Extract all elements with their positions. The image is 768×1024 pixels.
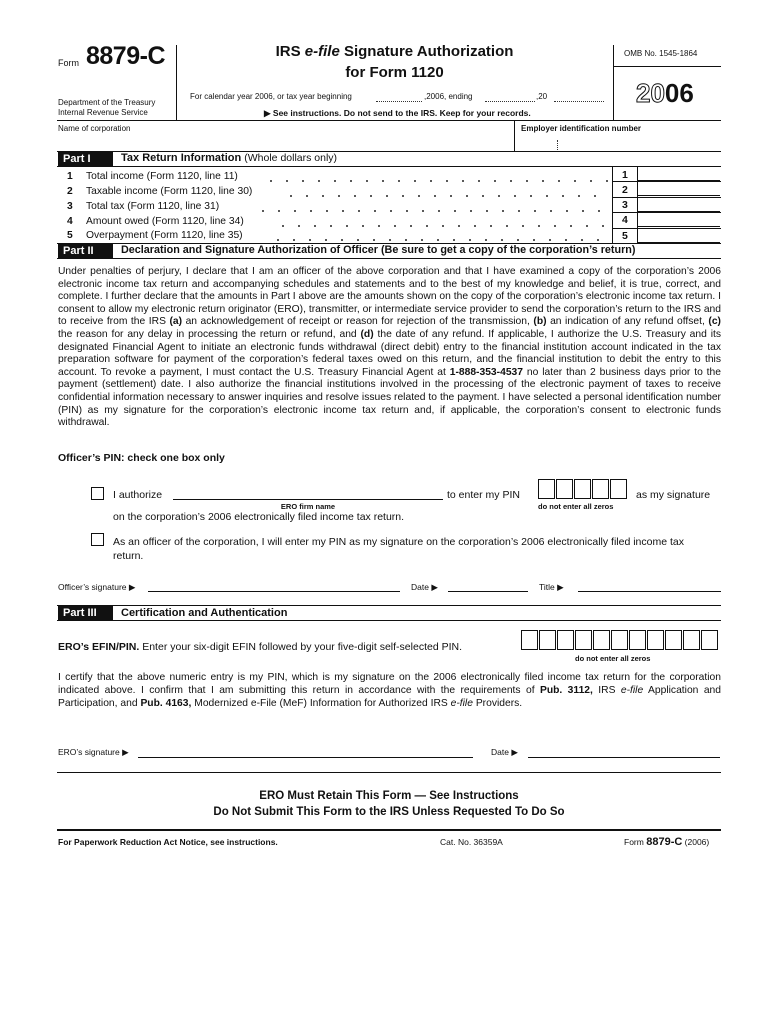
catalog-number: Cat. No. 36359A — [440, 837, 503, 847]
efin-pin-instruction: ERO’s EFIN/PIN. Enter your six-digit EFIN followed by your five-digit self-selected PIN. — [58, 641, 463, 653]
ero-signature-label: ERO’s signature ▶ — [58, 747, 129, 757]
line-number: 3 — [67, 201, 73, 212]
officer-title-field[interactable] — [578, 591, 721, 592]
dept-line1: Department of the Treasury — [58, 98, 156, 107]
line-number: 5 — [67, 230, 73, 241]
efin-digit-box[interactable] — [557, 630, 574, 650]
line-text: Overpayment (Form 1120, line 35) — [86, 230, 243, 241]
declaration-paragraph: Under penalties of perjury, I declare that I am an officer of the above corporation and that I have examined a copy of the corporation’s 2006 electronic income tax return and accompanying schedules and statements and to the best of my knowledge and belief, it is true, correct, and complete. I further declare that the amounts in Part I above are the amounts shown on the copy of the corporation’s electronic income tax return. I consent to allow my electronic return originator (ERO), transmitter, or intermediate service provider to send the corporation’s return to the IRS and to receive from the IRS (a) an acknowledgement of receipt or reason for rejection of the transmission, (b) an indication of any refund offset, (c) the reason for any delay in processing the return or refund, and (d) the date of any refund. If applicable, I authorize the U.S. Treasury and its designated Financial Agent to initiate an electronic funds withdrawal (direct debit) entry to the financial institution account indicated in the tax preparation software for payment of the corporation’s federal taxes owed on this return, and the financial institution to debit the entry to this account. To revoke a payment, I must contact the U.S. Treasury Financial Agent at 1-888-353-4537 no later than 2 business days prior to the payment (settlement) date. I also authorize the financial institutions involved in the processing of the electronic payment of taxes to receive confidential information necessary to answer inquiries and resolve issues related to the payment. I have selected a personal identification number (PIN) as my signature for the corporation’s electronic income tax return and, if applicable, the corporation’s consent to electronic funds withdrawal. — [58, 266, 721, 429]
line-text: Taxable income (Form 1120, line 30) — [86, 186, 253, 197]
pin-digit-box[interactable] — [647, 630, 664, 650]
calendar-mid: ,2006, ending — [424, 92, 473, 101]
line-box-number: 5 — [622, 230, 628, 242]
line-box-number: 2 — [622, 184, 628, 196]
ein-label: Employer identification number — [521, 124, 642, 133]
ero-signature-field[interactable] — [138, 757, 473, 758]
line-box-number: 4 — [622, 214, 628, 226]
pin-digit-box[interactable] — [683, 630, 700, 650]
ero-firm-name-caption: ERO firm name — [280, 502, 336, 511]
part2-title: Declaration and Signature Authorization of Officer (Be sure to get a copy of the corporation’s return) — [121, 244, 636, 256]
line-number: 2 — [67, 186, 73, 197]
tax-year-end-year-field[interactable] — [554, 100, 604, 102]
name-label: Name of corporation — [58, 124, 131, 133]
ein-field[interactable] — [518, 134, 718, 150]
efin-digit-box[interactable] — [593, 630, 610, 650]
form-number: 8879-C — [86, 42, 165, 70]
pin-digit-box[interactable] — [592, 479, 609, 499]
efin-digit-box[interactable] — [539, 630, 556, 650]
officer-date-label: Date ▶ — [411, 582, 438, 592]
option1-text-a: I authorize — [113, 489, 163, 501]
paperwork-notice: For Paperwork Reduction Act Notice, see instructions. — [58, 837, 278, 847]
footer-form-id: Form 8879-C (2006) — [624, 836, 710, 848]
efin-digit-box[interactable] — [611, 630, 628, 650]
line-number: 1 — [67, 171, 73, 182]
part1-title: Tax Return Information (Whole dollars only) — [121, 152, 338, 164]
ero-firm-name-field[interactable] — [173, 499, 443, 500]
form-title-line2: for Form 1120 — [345, 64, 444, 81]
option1-text-c: as my signature — [636, 489, 711, 501]
line-box-number: 1 — [622, 169, 628, 181]
header-instructions: ▶ See instructions. Do not send to the IRS. Keep for your records. — [264, 108, 531, 118]
efin-digit-box[interactable] — [521, 630, 538, 650]
ero-date-label: Date ▶ — [491, 747, 518, 757]
pin-digit-box[interactable] — [538, 479, 555, 499]
pin-digit-box[interactable] — [610, 479, 627, 499]
officer-enter-pin-checkbox[interactable] — [91, 533, 104, 546]
tax-year-begin-field[interactable] — [376, 100, 422, 102]
total-tax-field[interactable] — [637, 198, 720, 212]
amount-owed-field[interactable] — [637, 213, 720, 227]
officer-pin-heading: Officer’s PIN: check one box only — [58, 452, 225, 464]
pin-digit-box[interactable] — [701, 630, 718, 650]
tax-year: 2006 — [636, 78, 694, 108]
taxable-income-field[interactable] — [637, 182, 720, 196]
part1-label: Part I — [58, 152, 113, 166]
line-text: Amount owed (Form 1120, line 34) — [86, 216, 244, 227]
do-not-submit-notice: Do Not Submit This Form to the IRS Unless Requested To Do So — [213, 806, 565, 818]
pin-digit-box[interactable] — [574, 479, 591, 499]
overpayment-field[interactable] — [637, 229, 720, 243]
dept-line2: Internal Revenue Service — [58, 108, 148, 117]
part3-label: Part III — [58, 606, 113, 620]
officer-signature-label: Officer’s signature ▶ — [58, 582, 136, 592]
officer-signature-field[interactable] — [148, 591, 400, 592]
tax-year-end-field[interactable] — [485, 100, 535, 102]
pin-digit-box[interactable] — [629, 630, 646, 650]
calendar-text: For calendar year 2006, or tax year beginning — [190, 92, 352, 101]
pin-digit-box[interactable] — [665, 630, 682, 650]
authorize-ero-checkbox[interactable] — [91, 487, 104, 500]
option1-text-b: to enter my PIN — [447, 489, 520, 501]
certification-paragraph: I certify that the above numeric entry is my PIN, which is my signature on the 2006 electronically filed income tax return for the corporation indicated above. I confirm that I am submitting this return in accordance with the requirements of Pub. 3112, IRS e-file Application and Participation, and Pub. 4163, Modernized e-File (MeF) Information for Authorized IRS e-file Providers. — [58, 672, 721, 709]
officer-pin-caption: do not enter all zeros — [538, 502, 614, 511]
line-text: Total tax (Form 1120, line 31) — [86, 201, 220, 212]
calendar-end: ,20 — [536, 92, 548, 101]
form-title: IRS e-file Signature Authorization — [275, 43, 514, 60]
line-text: Total income (Form 1120, line 11) — [86, 171, 238, 182]
option1-line2: on the corporation’s 2006 electronically filed income tax return. — [113, 511, 405, 523]
officer-date-field[interactable] — [448, 591, 528, 592]
total-income-field[interactable] — [637, 167, 720, 181]
efin-digit-box[interactable] — [575, 630, 592, 650]
line-box-number: 3 — [622, 199, 628, 211]
part2-label: Part II — [58, 244, 113, 258]
efin-pin-caption: do not enter all zeros — [575, 654, 651, 663]
retain-notice: ERO Must Retain This Form — See Instructions — [259, 790, 519, 802]
omb-number: OMB No. 1545-1864 — [624, 49, 698, 58]
pin-digit-box[interactable] — [556, 479, 573, 499]
officer-title-label: Title ▶ — [539, 582, 564, 592]
corporation-name-field[interactable] — [58, 134, 510, 150]
option2-text: As an officer of the corporation, I will enter my PIN as my signature on the corporation’s 2006 electronically filed income tax return. — [113, 536, 684, 562]
line-number: 4 — [67, 216, 73, 227]
ero-date-field[interactable] — [528, 757, 720, 758]
form-label: Form — [58, 58, 79, 68]
part3-title: Certification and Authentication — [121, 607, 288, 619]
